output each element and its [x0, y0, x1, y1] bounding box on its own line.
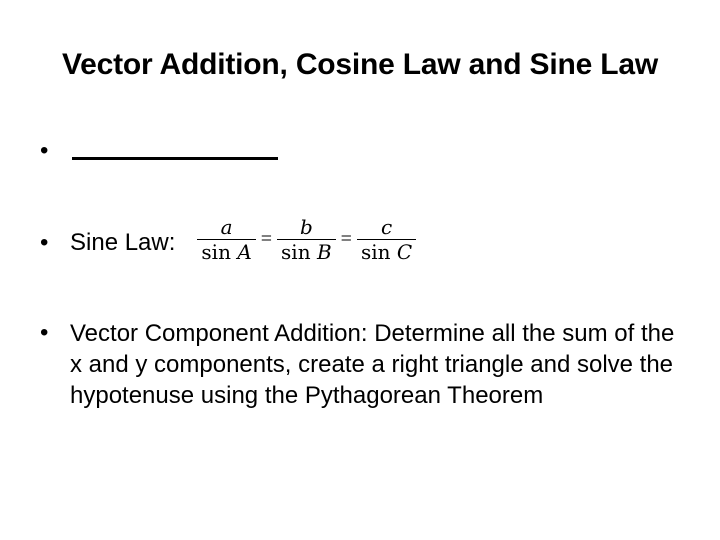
fraction-a: [197, 215, 255, 264]
numerator-b: b: [299, 215, 313, 239]
equals-sign: =: [260, 228, 273, 250]
fraction-b: [277, 215, 336, 264]
vector-component-bullet-item: [40, 318, 690, 411]
angle-b: B: [316, 240, 332, 264]
slide-title: Vector Addition, Cosine Law and Sine Law: [62, 48, 658, 81]
denominator-b: [277, 240, 336, 264]
equals-sign: =: [340, 228, 352, 250]
sin-function: sin: [360, 240, 391, 264]
sin-function: sin: [281, 240, 311, 264]
blank-bullet-item: [40, 136, 278, 166]
sine-law-label: Sine Law:: [70, 229, 176, 256]
sine-law-bullet-item: [40, 215, 416, 264]
bullet-marker: •: [40, 319, 49, 346]
bullet-marker: •: [40, 229, 49, 256]
angle-c: C: [396, 240, 413, 264]
numerator-a: a: [220, 215, 233, 239]
numerator-c: c: [380, 215, 393, 239]
denominator-c: [357, 240, 416, 264]
fraction-c: [357, 215, 416, 264]
fill-in-blank-line: [72, 157, 278, 160]
angle-a: A: [237, 240, 252, 264]
vector-component-text: Vector Component Addition: Determine all the sum of the x and y components, create a right triangle and solve the hypotenuse using the Pythagorean Theorem: [70, 320, 675, 409]
sine-law-formula: [197, 215, 416, 264]
bullet-marker: •: [40, 137, 49, 164]
denominator-a: [197, 240, 255, 264]
sin-function: sin: [201, 240, 231, 264]
